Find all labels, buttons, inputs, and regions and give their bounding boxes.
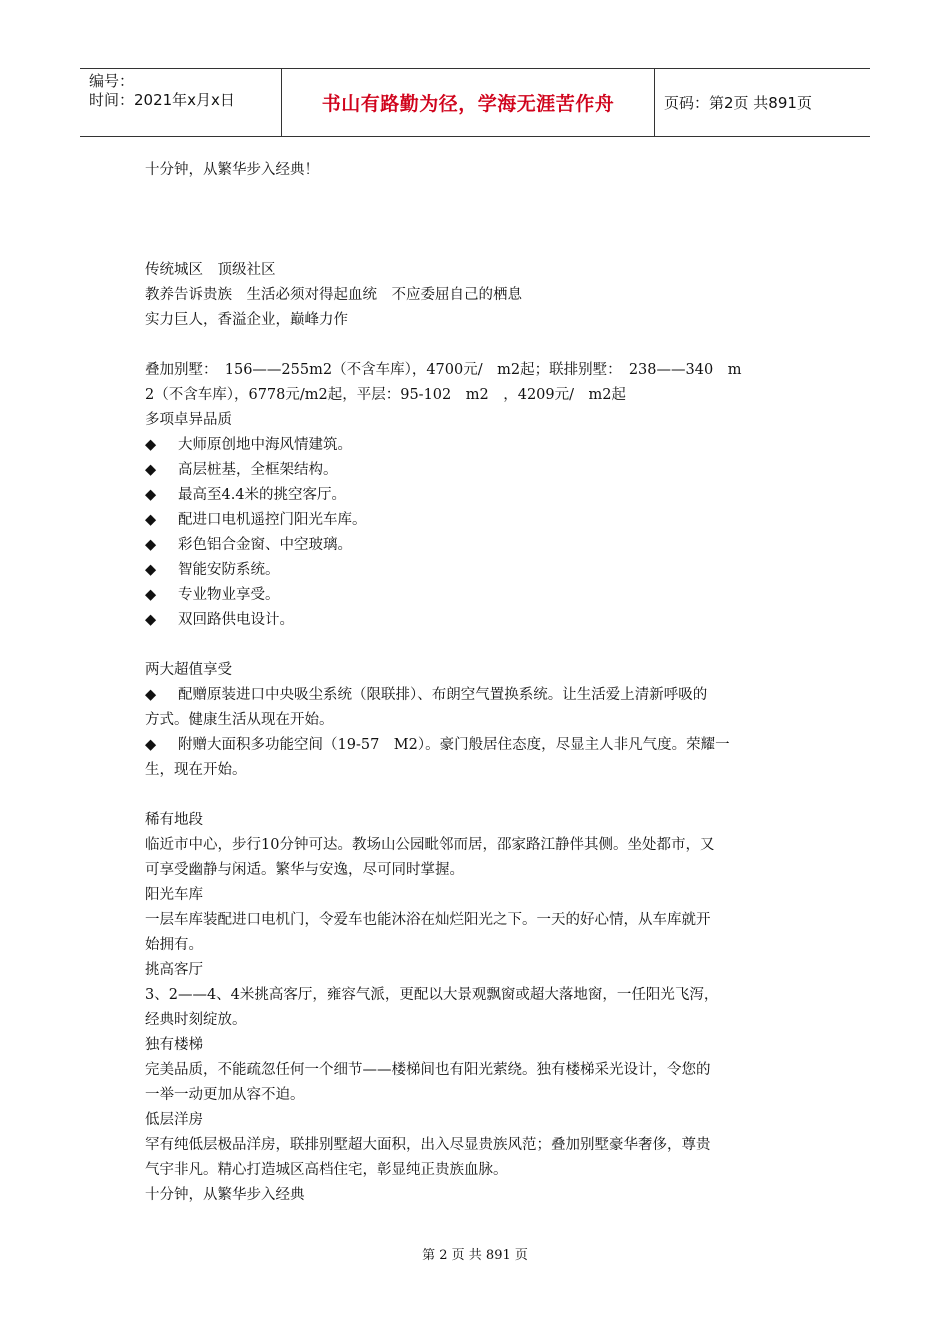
diamond-bullet-icon: ◆ [145,437,157,453]
list-item-text: 彩色铝合金窗、中空玻璃。 [178,537,352,553]
paragraph-2: 教养告诉贵族 生活必须对得起血统 不应委屈自己的栖息 [145,287,522,303]
price-line-1: 叠加别墅： 156——255m2（不含车库），4700元/ m2起；联排别墅： 238——340 m [145,362,742,378]
stair-text-2: 一举一动更加从容不迫。 [145,1087,305,1103]
diamond-bullet-icon: ◆ [145,562,157,578]
hall-text-1: 3、2——4、4米挑高客厅，雍容气派，更配以大景观飘窗或超大落地窗，一任阳光飞泻， [145,987,719,1003]
list-item-text: 高层桩基，全框架结构。 [178,462,338,478]
list-item-text: 附赠大面积多功能空间（19-57 M2）。豪门般居住态度，尽显主人非凡气度。荣耀一 [178,737,730,753]
stair-text-1: 完美品质，不能疏忽任何一个细节——楼梯间也有阳光萦绕。独有楼梯采光设计，令您的 [145,1062,711,1078]
diamond-bullet-icon: ◆ [145,487,157,503]
list-item [145,583,805,608]
doc-title: 十分钟，从繁华步入经典！ [145,162,319,178]
enjoy-1-continued: 方式。健康生活从现在开始。 [145,712,334,728]
diamond-bullet-icon: ◆ [145,612,157,628]
location-text-2: 可享受幽静与闲适。繁华与安逸，尽可同时掌握。 [145,862,464,878]
list-item [145,608,805,633]
list-item-text: 大师原创地中海风情建筑。 [178,437,352,453]
header-motto-cell [282,69,655,136]
document-body [145,158,805,1208]
list-item-text: 专业物业享受。 [178,587,280,603]
header-meta-cell [80,69,282,136]
motto-text: 书山有路勤为径，学海无涯苦作舟 [321,93,615,115]
enjoy-2-continued: 生，现在开始。 [145,762,247,778]
lowrise-heading: 低层洋房 [145,1112,203,1128]
price-line-2: 2（不含车库），6778元/m2起，平层：95-102 m2 ，4209元/ m2起 [145,387,626,403]
location-heading: 稀有地段 [145,812,203,828]
list-item-text: 配进口电机遥控门阳光车库。 [178,512,367,528]
lowrise-text-2: 气宇非凡。精心打造城区高档住宅，彰显纯正贵族血脉。 [145,1162,508,1178]
hall-text-2: 经典时刻绽放。 [145,1012,247,1028]
list-item [145,458,805,483]
diamond-bullet-icon: ◆ [145,512,157,528]
hall-heading: 挑高客厅 [145,962,203,978]
diamond-bullet-icon: ◆ [145,737,157,753]
location-text-1: 临近市中心，步行10分钟可达。教场山公园毗邻而居，邵家路江静伴其侧。坐处都市，又 [145,837,715,853]
time-label: 时间：2021年x月x日 [89,91,235,109]
paragraph-1: 传统城区 顶级社区 [145,262,276,278]
header-page-info: 页码：第2页 共891页 [664,94,812,112]
enjoy-heading: 两大超值享受 [145,662,232,678]
list-item [145,508,805,533]
garage-text-1: 一层车库装配进口电机门，令爱车也能沐浴在灿烂阳光之下。一天的好心情，从车库就开 [145,912,711,928]
quality-heading: 多项卓异品质 [145,412,232,428]
list-item-text: 配赠原装进口中央吸尘系统（限联排）、布朗空气置换系统。让生活爱上清新呼吸的 [178,687,708,703]
diamond-bullet-icon: ◆ [145,537,157,553]
lowrise-text-1: 罕有纯低层极品洋房，联排别墅超大面积，出入尽显贵族风范；叠加别墅豪华奢侈，尊贵 [145,1137,711,1153]
list-item-text: 最高至4.4米的挑空客厅。 [178,487,347,503]
garage-heading: 阳光车库 [145,887,203,903]
list-item [145,733,805,758]
code-label: 编号： [89,72,135,90]
paragraph-3: 实力巨人，香溢企业，巅峰力作 [145,312,348,328]
stair-heading: 独有楼梯 [145,1037,203,1053]
list-item [145,433,805,458]
page-header [80,68,870,137]
diamond-bullet-icon: ◆ [145,462,157,478]
garage-text-2: 始拥有。 [145,937,203,953]
list-item [145,533,805,558]
page-footer: 第 2 页 共 891 页 [422,1248,528,1263]
diamond-bullet-icon: ◆ [145,587,157,603]
list-item [145,558,805,583]
list-item [145,683,805,708]
diamond-bullet-icon: ◆ [145,687,157,703]
list-item-text: 双回路供电设计。 [178,612,294,628]
list-item-text: 智能安防系统。 [178,562,280,578]
list-item [145,483,805,508]
closing-line: 十分钟，从繁华步入经典 [145,1187,305,1203]
